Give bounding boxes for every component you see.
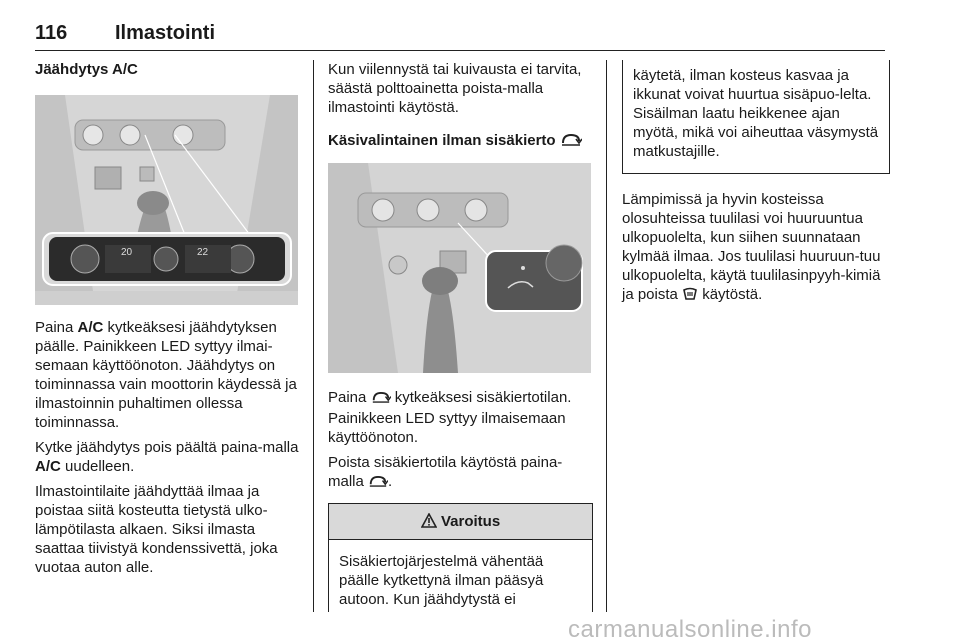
air-recirculation-icon: [371, 390, 391, 409]
column-1: [35, 60, 300, 89]
warning-title: Varoitus: [440, 513, 501, 530]
section-heading-recirculation: Käsivalintainen ilman sisäkierto: [328, 131, 593, 152]
section-heading-ac: Jäähdytys A/C: [35, 61, 138, 78]
column-divider: [313, 60, 314, 612]
column-divider: [606, 60, 607, 612]
chapter-title: Ilmastointi: [115, 22, 216, 44]
warning-header: [329, 504, 592, 540]
ac-text: [35, 318, 300, 583]
ac-paragraph-1: Paina A/C kytkeäksesi jäähdytyksen päälle. Painikkeen LED syttyy ilmai-semaan käyttöönoton. Jäähdytys on toiminnassa vain moottorin käydessä ja ilmastoinnin puhaltimen ollessa toiminnassa.: [35, 319, 297, 431]
page-number: 116: [35, 22, 68, 44]
warning-box: [328, 503, 593, 612]
intro-paragraph: Kun viilennystä tai kuivausta ei tarvita, säästä polttoainetta poista-malla ilmastointi käytöstä.: [328, 61, 582, 116]
watermark: carmanualsonline.info: [568, 616, 812, 643]
column-2: [328, 60, 593, 162]
warning-body: Sisäkiertojärjestelmä vähentää päälle kytkettynä ilman pääsyä autoon. Kun jäähdytystä ei: [339, 553, 544, 608]
page-header: [35, 22, 885, 51]
display-temp-left: 20: [121, 247, 133, 258]
ac-paragraph-3: Ilmastointilaite jäähdyttää ilmaa ja poistaa siitä kosteutta tietystä ulko-lämpötilasta alkaen. Siksi ilmasta saattaa tiivistyä kondenssivettä, joka vuotaa auton alle.: [35, 483, 278, 576]
figure-recirculation-button: [328, 163, 591, 373]
warning-triangle-icon: [421, 513, 437, 533]
recirculation-text: [328, 388, 593, 612]
air-recirculation-icon: [560, 133, 582, 152]
display-temp-right: 22: [197, 247, 209, 258]
windshield-demist-icon: [682, 287, 698, 306]
column-3: [622, 60, 890, 312]
recirculation-paragraph-1: Paina kytkeäksesi sisäkiertotilan. Painikkeen LED syttyy ilmaisemaan käyttöönoton.: [328, 389, 572, 446]
recirculation-paragraph-2: Poista sisäkiertotila käytöstä paina-malla .: [328, 453, 593, 493]
ac-paragraph-2: Kytke jäähdytys pois päältä paina-malla A/C uudelleen.: [35, 439, 299, 475]
windshield-paragraph: Lämpimissä ja hyvin kosteissa olosuhteissa tuulilasi voi huuruuntua ulkopuolelta, kun siihen suunnataan kylmää ilmaa. Jos tuulilasi huuruun-tuu ulkopuolelta, käytä tuulilasinpyyh-kimiä ja poista käytöstä.: [622, 190, 890, 306]
air-recirculation-icon: [368, 474, 388, 493]
figure-ac-controls: [35, 95, 298, 305]
warning-continued: käytetä, ilman kosteus kasvaa ja ikkunat voivat huurtua sisäpuo-lelta. Sisäilman laatu heikkenee ajan myötä, mikä voi aiheuttaa väsymystä matkustajille.: [622, 60, 890, 174]
